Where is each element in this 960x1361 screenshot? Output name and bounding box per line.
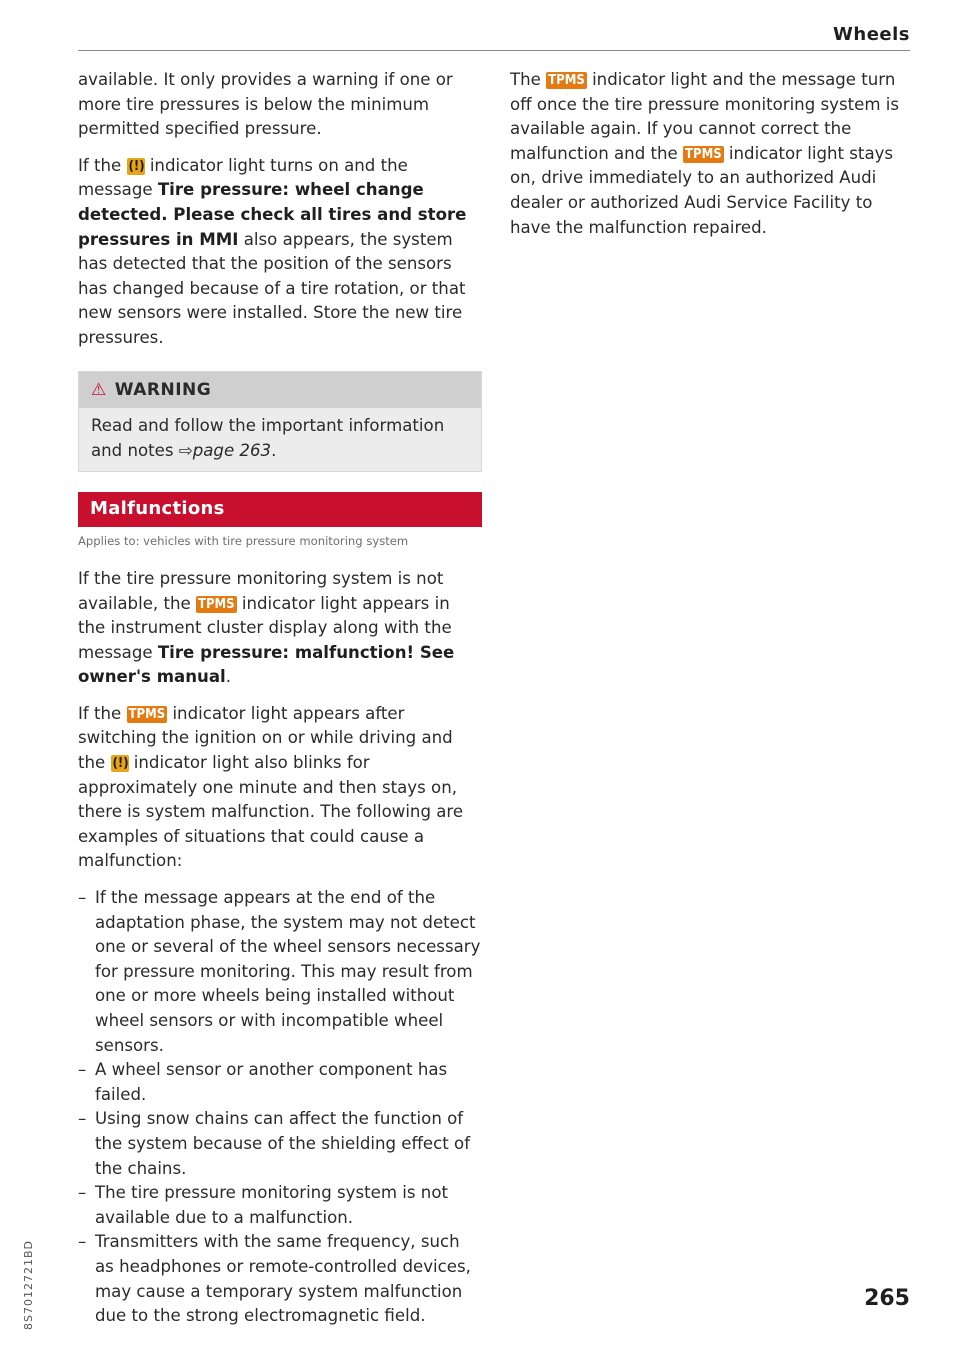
arrow-icon: ⇨ [178,440,193,460]
warning-header: ⚠ WARNING [79,372,481,409]
paragraph-not-available: If the tire pressure monitoring system is not available, the TPMS indicator light appears in the instrument cluster display along with the message Tire pressure: malfunction! See owner's manual. [78,568,455,687]
warning-box [78,371,482,473]
paragraph-intro: available. It only provides a warning if one or more tire pressures is below the minimum permitted specified pressure. [78,70,453,139]
warning-triangle-icon: ⚠ [91,379,107,400]
header-rule [78,50,910,51]
malfunction-causes-list [78,886,482,1329]
list-item: – A wheel sensor or another component has failed. [78,1058,482,1107]
tpms-indicator-icon: TPMS [685,146,722,162]
list-item: – Using snow chains can affect the function of the system because of the shielding effect of the chains. [78,1107,482,1181]
message-malfunction: Tire pressure: malfunction! See owner's manual [78,642,455,687]
right-column [510,68,910,252]
warning-body: Read and follow the important information and notes ⇨page 263. [91,416,445,460]
running-header-title: Wheels [833,24,910,45]
tpms-indicator-icon: TPMS [128,706,166,722]
left-column [78,68,482,1329]
tire-pressure-indicator-icon: (!) [112,756,129,772]
list-item: – The tire pressure monitoring system is not available due to a malfunction. [78,1181,482,1230]
page-number: 265 [864,1286,910,1311]
tire-pressure-indicator-icon: (!) [128,158,145,174]
list-item: – Transmitters with the same frequency, such as headphones or remote-controlled devices, may cause a temporary system malfunction due to the strong electromagnetic field. [78,1230,482,1328]
tpms-indicator-icon: TPMS [548,73,585,88]
list-item: – If the message appears at the end of the adaptation phase, the system may not detect one or several of the wheel sensors necessary for pressure monitoring. This may result from one or more wheels being installed without wheel sensors or with incompatible wheel sensors. [78,886,482,1058]
paragraph-wheel-change: If the (!) indicator light turns on and the message Tire pressure: wheel change detected. Please check all tires and store pressures in MMI also appears, the system has detected that the position of the sensors has changed because of a tire rotation, or that new sensors were installed. Store the new tire pressures. [78,155,467,347]
document-code: 8S7012721BD [22,1240,35,1330]
section-heading-malfunctions: Malfunctions [78,492,482,527]
message-wheel-change: Tire pressure: wheel change detected. Please check all tires and store pressures in MMI [78,180,467,249]
page-reference-link[interactable]: page 263 [192,440,272,460]
applies-to-note: Applies to: vehicles with tire pressure monitoring system [78,533,409,548]
paragraph-system-malfunction: If the TPMS indicator light appears after switching the ignition on or while driving and the (!) indicator light also blinks for approximately one minute and then stays on, there is system malfunction. The following are examples of situations that could cause a malfunction: [78,703,464,871]
paragraph-turn-off: The TPMS indicator light and the message turn off once the tire pressure monitoring system is available again. If you cannot correct the malfunction and the TPMS indicator light stays on, drive immediately to an authorized Audi dealer or authorized Audi Service Facility to have the malfunction repaired. [510,70,900,237]
tpms-indicator-icon: TPMS [197,596,235,612]
